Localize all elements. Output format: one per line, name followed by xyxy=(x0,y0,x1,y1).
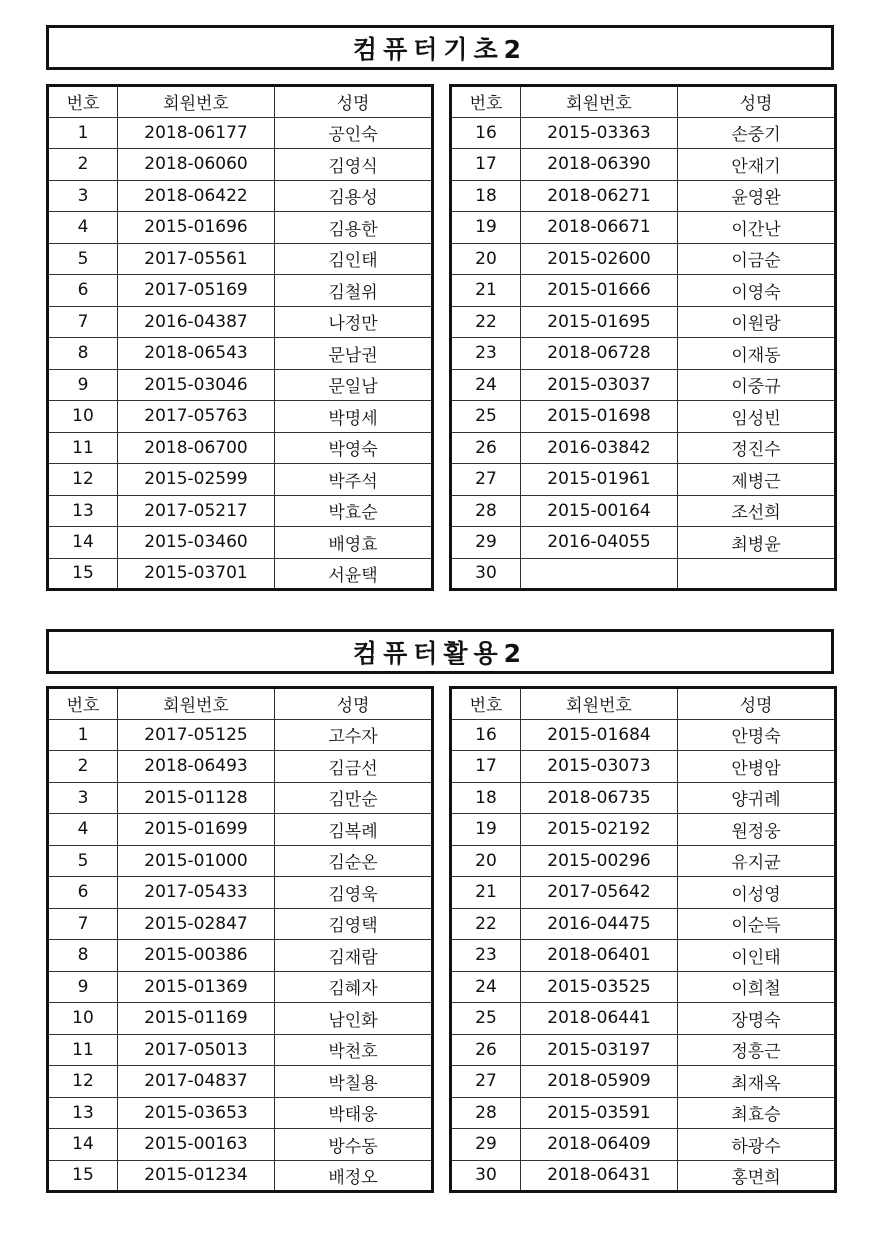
cell-member-id: 2015-01128 xyxy=(118,782,275,814)
table-row xyxy=(451,464,836,496)
cell-name: 김재람 xyxy=(275,940,433,972)
table-row xyxy=(48,751,433,783)
cell-member-id: 2017-05642 xyxy=(521,877,678,909)
cell-no: 3 xyxy=(48,180,118,212)
cell-no: 17 xyxy=(451,149,521,181)
table-row xyxy=(451,212,836,244)
cell-name: 이간난 xyxy=(678,212,836,244)
cell-member-id: 2018-06543 xyxy=(118,338,275,370)
cell-name: 김순온 xyxy=(275,845,433,877)
cell-member-id: 2015-03197 xyxy=(521,1034,678,1066)
table-header-row xyxy=(451,688,836,720)
cell-no: 6 xyxy=(48,877,118,909)
cell-no: 11 xyxy=(48,1034,118,1066)
table-row xyxy=(451,1097,836,1129)
cell-no: 7 xyxy=(48,908,118,940)
table-row xyxy=(48,1160,433,1192)
cell-no: 18 xyxy=(451,782,521,814)
table-row xyxy=(48,908,433,940)
cell-member-id: 2015-03591 xyxy=(521,1097,678,1129)
cell-name: 방수동 xyxy=(275,1129,433,1161)
table-row xyxy=(451,432,836,464)
cell-name: 장명숙 xyxy=(678,1003,836,1035)
roster-table-right xyxy=(449,686,837,1193)
cell-no: 15 xyxy=(48,558,118,590)
cell-no: 19 xyxy=(451,814,521,846)
roster-table-left xyxy=(46,686,434,1193)
cell-name: 김영택 xyxy=(275,908,433,940)
table-row xyxy=(48,1003,433,1035)
table-row xyxy=(48,877,433,909)
cell-no: 10 xyxy=(48,401,118,433)
cell-member-id: 2018-06401 xyxy=(521,940,678,972)
cell-member-id: 2018-06390 xyxy=(521,149,678,181)
table-row xyxy=(451,338,836,370)
table-row xyxy=(48,338,433,370)
table-row xyxy=(48,1066,433,1098)
header-no: 번호 xyxy=(451,688,521,720)
cell-no: 27 xyxy=(451,464,521,496)
cell-member-id: 2015-03701 xyxy=(118,558,275,590)
cell-no: 1 xyxy=(48,719,118,751)
table-row xyxy=(48,719,433,751)
cell-member-id: 2015-00296 xyxy=(521,845,678,877)
cell-name: 이재동 xyxy=(678,338,836,370)
cell-name: 이원랑 xyxy=(678,306,836,338)
cell-member-id: 2015-03073 xyxy=(521,751,678,783)
cell-member-id: 2016-03842 xyxy=(521,432,678,464)
cell-member-id: 2015-01696 xyxy=(118,212,275,244)
cell-member-id: 2015-03525 xyxy=(521,971,678,1003)
table-row xyxy=(451,940,836,972)
cell-member-id: 2017-05169 xyxy=(118,275,275,307)
cell-no: 18 xyxy=(451,180,521,212)
table-row xyxy=(451,495,836,527)
cell-name: 안재기 xyxy=(678,149,836,181)
cell-member-id: 2015-00164 xyxy=(521,495,678,527)
table-row xyxy=(451,719,836,751)
cell-no: 23 xyxy=(451,338,521,370)
table-row xyxy=(451,877,836,909)
cell-name: 박태웅 xyxy=(275,1097,433,1129)
cell-name: 배정오 xyxy=(275,1160,433,1192)
cell-name: 박영숙 xyxy=(275,432,433,464)
table-row xyxy=(48,117,433,149)
table-row xyxy=(48,1034,433,1066)
cell-no: 25 xyxy=(451,401,521,433)
cell-member-id: 2018-06700 xyxy=(118,432,275,464)
cell-no: 25 xyxy=(451,1003,521,1035)
cell-member-id: 2017-05217 xyxy=(118,495,275,527)
table-row xyxy=(48,275,433,307)
table-header-row xyxy=(451,86,836,118)
header-no: 번호 xyxy=(451,86,521,118)
cell-no: 29 xyxy=(451,1129,521,1161)
cell-member-id: 2015-02847 xyxy=(118,908,275,940)
cell-member-id: 2015-01169 xyxy=(118,1003,275,1035)
cell-name: 김용한 xyxy=(275,212,433,244)
cell-name xyxy=(678,558,836,590)
cell-member-id xyxy=(521,558,678,590)
cell-name: 나정만 xyxy=(275,306,433,338)
table-row xyxy=(48,464,433,496)
cell-no: 16 xyxy=(451,117,521,149)
cell-no: 26 xyxy=(451,432,521,464)
cell-name: 공인숙 xyxy=(275,117,433,149)
table-row xyxy=(48,432,433,464)
cell-member-id: 2017-05763 xyxy=(118,401,275,433)
cell-name: 김만순 xyxy=(275,782,433,814)
cell-no: 19 xyxy=(451,212,521,244)
cell-name: 이순득 xyxy=(678,908,836,940)
table-header-row xyxy=(48,688,433,720)
cell-no: 28 xyxy=(451,495,521,527)
table-row xyxy=(451,558,836,590)
cell-name: 남인화 xyxy=(275,1003,433,1035)
cell-name: 문남권 xyxy=(275,338,433,370)
table-row xyxy=(48,369,433,401)
cell-member-id: 2018-06728 xyxy=(521,338,678,370)
section-computer-applications-2 xyxy=(46,629,834,1194)
cell-member-id: 2015-01666 xyxy=(521,275,678,307)
cell-name: 조선희 xyxy=(678,495,836,527)
section-title-box xyxy=(46,25,834,70)
cell-name: 양귀례 xyxy=(678,782,836,814)
table-row xyxy=(48,212,433,244)
cell-no: 27 xyxy=(451,1066,521,1098)
table-row xyxy=(451,149,836,181)
table-row xyxy=(451,527,836,559)
cell-no: 6 xyxy=(48,275,118,307)
cell-no: 24 xyxy=(451,971,521,1003)
section-title-box xyxy=(46,629,834,674)
cell-name: 안병암 xyxy=(678,751,836,783)
cell-name: 박주석 xyxy=(275,464,433,496)
cell-name: 임성빈 xyxy=(678,401,836,433)
cell-member-id: 2018-06431 xyxy=(521,1160,678,1192)
header-member-id: 회원번호 xyxy=(118,86,275,118)
header-name: 성명 xyxy=(275,688,433,720)
roster-table-left xyxy=(46,84,434,591)
cell-no: 22 xyxy=(451,908,521,940)
cell-no: 13 xyxy=(48,1097,118,1129)
cell-no: 11 xyxy=(48,432,118,464)
cell-name: 박천호 xyxy=(275,1034,433,1066)
cell-name: 최병윤 xyxy=(678,527,836,559)
table-row xyxy=(451,180,836,212)
table-row xyxy=(48,495,433,527)
table-row xyxy=(451,845,836,877)
section-title: 컴퓨터기초2 xyxy=(352,34,528,64)
cell-name: 하광수 xyxy=(678,1129,836,1161)
cell-member-id: 2018-06735 xyxy=(521,782,678,814)
header-member-id: 회원번호 xyxy=(118,688,275,720)
cell-name: 고수자 xyxy=(275,719,433,751)
table-row xyxy=(48,306,433,338)
header-member-id: 회원번호 xyxy=(521,688,678,720)
cell-name: 박명세 xyxy=(275,401,433,433)
cell-member-id: 2017-05013 xyxy=(118,1034,275,1066)
cell-member-id: 2018-06441 xyxy=(521,1003,678,1035)
header-name: 성명 xyxy=(678,86,836,118)
cell-member-id: 2015-01000 xyxy=(118,845,275,877)
cell-member-id: 2016-04475 xyxy=(521,908,678,940)
roster-table-right xyxy=(449,84,837,591)
cell-name: 김복례 xyxy=(275,814,433,846)
cell-no: 8 xyxy=(48,338,118,370)
table-row xyxy=(451,401,836,433)
cell-name: 박효순 xyxy=(275,495,433,527)
table-row xyxy=(451,782,836,814)
cell-member-id: 2015-01684 xyxy=(521,719,678,751)
cell-member-id: 2015-02599 xyxy=(118,464,275,496)
cell-no: 30 xyxy=(451,1160,521,1192)
cell-name: 제병근 xyxy=(678,464,836,496)
cell-name: 이희철 xyxy=(678,971,836,1003)
table-row xyxy=(48,940,433,972)
cell-no: 28 xyxy=(451,1097,521,1129)
cell-member-id: 2017-05125 xyxy=(118,719,275,751)
cell-name: 이인태 xyxy=(678,940,836,972)
cell-no: 17 xyxy=(451,751,521,783)
cell-no: 26 xyxy=(451,1034,521,1066)
cell-no: 2 xyxy=(48,149,118,181)
cell-member-id: 2015-01695 xyxy=(521,306,678,338)
cell-name: 안명숙 xyxy=(678,719,836,751)
cell-no: 9 xyxy=(48,369,118,401)
cell-member-id: 2015-01961 xyxy=(521,464,678,496)
section-computer-basics-2 xyxy=(46,25,834,590)
cell-no: 20 xyxy=(451,243,521,275)
cell-name: 홍면희 xyxy=(678,1160,836,1192)
cell-name: 이성영 xyxy=(678,877,836,909)
cell-name: 문일남 xyxy=(275,369,433,401)
cell-name: 원정웅 xyxy=(678,814,836,846)
table-row xyxy=(451,908,836,940)
cell-no: 13 xyxy=(48,495,118,527)
cell-member-id: 2015-03460 xyxy=(118,527,275,559)
cell-no: 2 xyxy=(48,751,118,783)
cell-name: 서윤택 xyxy=(275,558,433,590)
cell-member-id: 2015-02600 xyxy=(521,243,678,275)
cell-name: 최재옥 xyxy=(678,1066,836,1098)
cell-no: 15 xyxy=(48,1160,118,1192)
table-row xyxy=(48,971,433,1003)
table-header-row xyxy=(48,86,433,118)
cell-name: 김영욱 xyxy=(275,877,433,909)
cell-member-id: 2018-05909 xyxy=(521,1066,678,1098)
cell-name: 윤영완 xyxy=(678,180,836,212)
header-no: 번호 xyxy=(48,688,118,720)
cell-no: 23 xyxy=(451,940,521,972)
cell-member-id: 2018-06422 xyxy=(118,180,275,212)
table-row xyxy=(451,1160,836,1192)
cell-member-id: 2018-06409 xyxy=(521,1129,678,1161)
header-member-id: 회원번호 xyxy=(521,86,678,118)
table-row xyxy=(48,1129,433,1161)
cell-member-id: 2015-01699 xyxy=(118,814,275,846)
cell-no: 21 xyxy=(451,877,521,909)
cell-member-id: 2018-06271 xyxy=(521,180,678,212)
table-row xyxy=(48,814,433,846)
cell-member-id: 2015-03046 xyxy=(118,369,275,401)
table-row xyxy=(451,1066,836,1098)
cell-member-id: 2015-02192 xyxy=(521,814,678,846)
cell-member-id: 2015-01369 xyxy=(118,971,275,1003)
cell-name: 정진수 xyxy=(678,432,836,464)
cell-no: 14 xyxy=(48,1129,118,1161)
table-row xyxy=(451,751,836,783)
cell-no: 29 xyxy=(451,527,521,559)
table-row xyxy=(451,1003,836,1035)
table-row xyxy=(48,243,433,275)
cell-no: 30 xyxy=(451,558,521,590)
cell-name: 정흥근 xyxy=(678,1034,836,1066)
cell-name: 김영식 xyxy=(275,149,433,181)
cell-member-id: 2016-04387 xyxy=(118,306,275,338)
cell-member-id: 2018-06060 xyxy=(118,149,275,181)
cell-member-id: 2018-06493 xyxy=(118,751,275,783)
cell-no: 14 xyxy=(48,527,118,559)
table-row xyxy=(48,149,433,181)
cell-name: 김용성 xyxy=(275,180,433,212)
table-row xyxy=(48,180,433,212)
cell-no: 1 xyxy=(48,117,118,149)
cell-name: 김금선 xyxy=(275,751,433,783)
cell-no: 21 xyxy=(451,275,521,307)
cell-no: 12 xyxy=(48,464,118,496)
header-no: 번호 xyxy=(48,86,118,118)
cell-no: 12 xyxy=(48,1066,118,1098)
cell-no: 3 xyxy=(48,782,118,814)
cell-no: 8 xyxy=(48,940,118,972)
cell-member-id: 2017-05561 xyxy=(118,243,275,275)
cell-name: 최효승 xyxy=(678,1097,836,1129)
section-title: 컴퓨터활용2 xyxy=(352,638,528,668)
table-row xyxy=(48,558,433,590)
cell-no: 24 xyxy=(451,369,521,401)
cell-member-id: 2015-03363 xyxy=(521,117,678,149)
cell-no: 22 xyxy=(451,306,521,338)
table-row xyxy=(451,306,836,338)
header-name: 성명 xyxy=(275,86,433,118)
cell-name: 이금순 xyxy=(678,243,836,275)
cell-no: 20 xyxy=(451,845,521,877)
table-row xyxy=(451,275,836,307)
table-row xyxy=(48,782,433,814)
cell-name: 김인태 xyxy=(275,243,433,275)
cell-name: 손중기 xyxy=(678,117,836,149)
cell-member-id: 2015-03037 xyxy=(521,369,678,401)
cell-no: 7 xyxy=(48,306,118,338)
table-row xyxy=(48,1097,433,1129)
cell-member-id: 2018-06671 xyxy=(521,212,678,244)
table-row xyxy=(451,369,836,401)
cell-member-id: 2015-00163 xyxy=(118,1129,275,1161)
table-row xyxy=(48,845,433,877)
cell-no: 4 xyxy=(48,814,118,846)
cell-name: 김혜자 xyxy=(275,971,433,1003)
cell-no: 5 xyxy=(48,243,118,275)
table-row xyxy=(451,1034,836,1066)
cell-no: 5 xyxy=(48,845,118,877)
table-row xyxy=(451,243,836,275)
cell-no: 4 xyxy=(48,212,118,244)
cell-name: 김철위 xyxy=(275,275,433,307)
table-row xyxy=(48,401,433,433)
cell-member-id: 2016-04055 xyxy=(521,527,678,559)
cell-member-id: 2015-00386 xyxy=(118,940,275,972)
cell-no: 16 xyxy=(451,719,521,751)
cell-member-id: 2015-01234 xyxy=(118,1160,275,1192)
cell-no: 10 xyxy=(48,1003,118,1035)
cell-member-id: 2017-04837 xyxy=(118,1066,275,1098)
cell-member-id: 2017-05433 xyxy=(118,877,275,909)
table-row xyxy=(451,1129,836,1161)
cell-name: 이중규 xyxy=(678,369,836,401)
table-row xyxy=(48,527,433,559)
cell-name: 박칠용 xyxy=(275,1066,433,1098)
cell-name: 배영효 xyxy=(275,527,433,559)
cell-member-id: 2015-03653 xyxy=(118,1097,275,1129)
table-row xyxy=(451,971,836,1003)
table-row xyxy=(451,814,836,846)
cell-name: 유지균 xyxy=(678,845,836,877)
table-row xyxy=(451,117,836,149)
cell-member-id: 2015-01698 xyxy=(521,401,678,433)
cell-no: 9 xyxy=(48,971,118,1003)
header-name: 성명 xyxy=(678,688,836,720)
cell-member-id: 2018-06177 xyxy=(118,117,275,149)
cell-name: 이영숙 xyxy=(678,275,836,307)
